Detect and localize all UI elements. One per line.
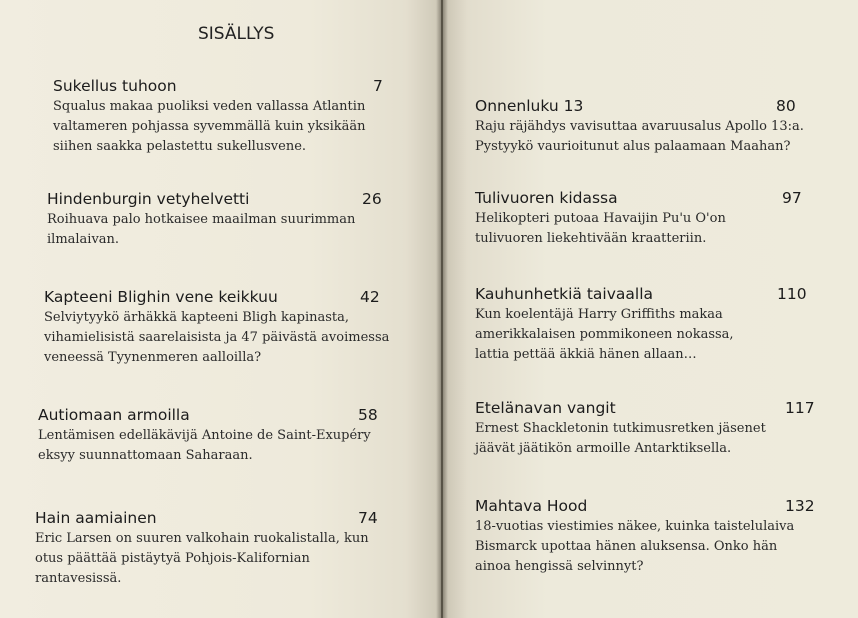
chapter-description — [475, 209, 726, 249]
page-number: 117 — [785, 399, 815, 417]
description-line: ainoa hengissä selvinnyt? — [475, 559, 644, 574]
chapter-title: Mahtava Hood — [475, 497, 588, 515]
chapter-title: Hain aamiainen — [35, 509, 157, 527]
description-line: eksyy suunnattomaan Saharaan. — [38, 448, 253, 463]
chapter-title: Sukellus tuhoon — [53, 77, 177, 95]
description-line: 18-vuotias viestimies näkee, kuinka taistelulaiva — [475, 519, 795, 534]
description-line: Ernest Shackletonin tutkimusretken jäsenet — [475, 421, 766, 436]
page-number: 80 — [776, 97, 796, 115]
description-line: veneessä Tyynenmeren aalloilla? — [44, 350, 262, 365]
chapter-title: Hindenburgin vetyhelvetti — [47, 190, 250, 208]
description-line: Raju räjähdys vavisuttaa avaruusalus Apollo 13:a. — [475, 119, 804, 134]
page-number: 110 — [777, 285, 807, 303]
chapter-description — [475, 419, 766, 459]
page-number: 7 — [373, 77, 383, 95]
page-number: 58 — [358, 406, 378, 424]
toc-title: SISÄLLYS — [198, 24, 275, 44]
description-line: Roihuava palo hotkaisee maailman suurimman — [47, 212, 356, 227]
chapter-title: Autiomaan armoilla — [38, 406, 190, 424]
description-line: rantavesissä. — [35, 571, 122, 586]
page-number: 132 — [785, 497, 815, 515]
page-number: 42 — [360, 288, 380, 306]
page-number: 97 — [782, 189, 802, 207]
description-line: Eric Larsen on suuren valkohain ruokalistalla, kun — [35, 531, 369, 546]
description-line: Pystyykö vaurioitunut alus palaamaan Maahan? — [475, 139, 791, 154]
description-line: ilmalaivan. — [47, 232, 120, 247]
chapter-description — [38, 426, 371, 466]
description-line: vihamielisistä saarelaisista ja 47 päivästä avoimessa — [44, 330, 390, 345]
chapter-title: Onnenluku 13 — [475, 97, 584, 115]
description-line: amerikkalaisen pommikoneen nokassa, — [475, 327, 734, 342]
description-line: Helikopteri putoaa Havaijin Pu'u O'on — [475, 211, 726, 226]
description-line: Selviytyykö ärhäkkä kapteeni Bligh kapinasta, — [44, 310, 350, 325]
description-line: Lentämisen edelläkävijä Antoine de Saint-Exupéry — [38, 428, 371, 443]
chapter-description — [475, 517, 794, 577]
right-page — [443, 0, 858, 618]
description-line: Squalus makaa puoliksi veden vallassa Atlantin — [53, 99, 366, 114]
chapter-description — [44, 308, 389, 368]
page-number: 26 — [362, 190, 382, 208]
chapter-title: Kapteeni Blighin vene keikkuu — [44, 288, 278, 306]
chapter-description — [475, 305, 734, 365]
chapter-title: Tulivuoren kidassa — [475, 189, 618, 207]
description-line: valtameren pohjassa syvemmällä kuin yksikään — [53, 119, 366, 134]
description-line: siihen saakka pelastettu sukellusvene. — [53, 139, 307, 154]
chapter-description — [53, 97, 366, 157]
book-gutter — [436, 0, 448, 618]
page-number: 74 — [358, 509, 378, 527]
chapter-description — [475, 117, 804, 157]
chapter-title: Etelänavan vangit — [475, 399, 616, 417]
description-line: otus päättää pistäytyä Pohjois-Kalifornian — [35, 551, 310, 566]
chapter-description — [35, 529, 369, 589]
chapter-title: Kauhunhetkiä taivaalla — [475, 285, 653, 303]
chapter-description — [47, 210, 355, 250]
description-line: jäävät jäätikön armoille Antarktiksella. — [475, 441, 732, 456]
description-line: Kun koelentäjä Harry Griffiths makaa — [475, 307, 723, 322]
description-line: lattia pettää äkkiä hänen allaan… — [475, 347, 697, 362]
description-line: Bismarck upottaa hänen aluksensa. Onko hän — [475, 539, 778, 554]
description-line: tulivuoren liekehtivään kraatteriin. — [475, 231, 707, 246]
